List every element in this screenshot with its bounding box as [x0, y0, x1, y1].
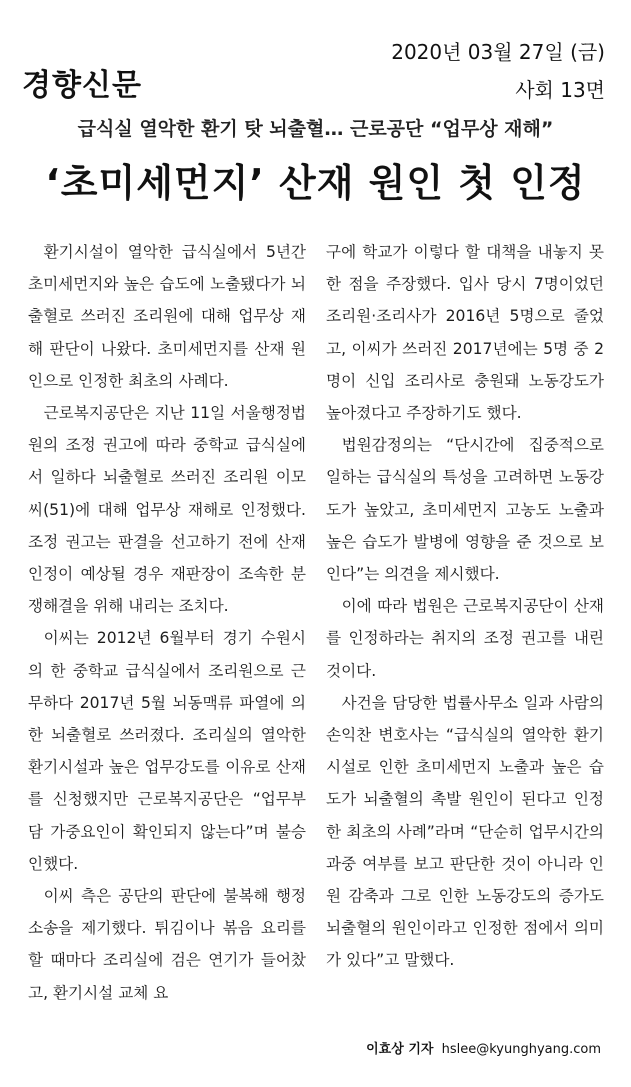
section-page: 사회 13면	[515, 78, 605, 102]
paragraph: 이씨 측은 공단의 판단에 불복해 행정소송을 제기했다. 튀김이나 볶음 요리를 할 때마다 조리실에 검은 연기가 들어찼고, 환기시설 교체 요	[28, 887, 306, 1002]
paragraph: 환기시설이 열악한 급식실에서 5년간 초미세먼지와 높은 습도에 노출됐다가 뇌출혈로 쓰러진 조리원에 대해 업무상 재해 판단이 나왔다. 초미세먼지를 산재 원인으로 인정한 최초의 사례다.	[28, 243, 306, 390]
article-subhead: 급식실 열악한 환기 탓 뇌출혈… 근로공단 “업무상 재해”	[77, 118, 554, 140]
column-divider	[312, 236, 313, 1026]
paragraph: 법원감정의는 “단시간에 집중적으로 일하는 급식실의 특성을 고려하면 노동강도가 높았고, 초미세먼지 고농도 노출과 높은 습도가 발병에 영향을 준 것으로 보인다”는 의견을 제시했다.	[326, 436, 604, 584]
reporter-name: 이효상 기자	[366, 1042, 434, 1057]
article-column-left	[28, 236, 306, 1009]
article-headline: ‘초미세먼지’ 산재 원인 첫 인정	[45, 161, 586, 205]
byline	[366, 1038, 601, 1057]
paragraph: 이씨는 2012년 6월부터 경기 수원시의 한 중학교 급식실에서 조리원으로 근무하다 2017년 5월 뇌동맥류 파열에 의한 뇌출혈로 쓰러졌다. 조리실의 열악한 환기시설과 높은 업무강도를 이유로 산재를 신청했지만 근로복지공단은 “업무부담 가중요인이 확인되지 않는다”며 불승인했다.	[28, 629, 306, 873]
paragraph: 근로복지공단은 지난 11일 서울행정법원의 조정 권고에 따라 중학교 급식실에서 일하다 뇌출혈로 쓰러진 조리원 이모씨(51)에 대해 업무상 재해로 인정했다. 조정 권고는 판결을 선고하기 전에 산재 인정이 예상될 경우 재판장이 조속한 분쟁해결을 위해 내리는 조치다.	[28, 404, 306, 616]
paragraph: 이에 따라 법원은 근로복지공단이 산재를 인정하라는 취지의 조정 권고를 내린 것이다.	[326, 597, 604, 680]
article-column-right	[326, 236, 604, 977]
reporter-email: hslee@kyunghyang.com	[441, 1042, 601, 1057]
paragraph: 사건을 담당한 법률사무소 일과 사람의 손익찬 변호사는 “급식실의 열악한 환기시설로 인한 초미세먼지 노출과 높은 습도가 뇌출혈의 촉발 원인이 된다고 인정한 최초의 사례”라며 “단순히 업무시간의 과중 여부를 보고 판단한 것이 아니라 인원 감축과 그로 인한 노동강도의 증가도 뇌출혈의 원인이라고 인정한 점에서 의미가 있다”고 말했다.	[326, 693, 604, 970]
newspaper-masthead: 경향신문	[22, 68, 142, 103]
publication-date: 2020년 03월 27일 (금)	[391, 40, 605, 64]
paragraph-continued: 구에 학교가 이렇다 할 대책을 내놓지 못한 점을 주장했다. 입사 당시 7명이었던 조리원·조리사가 2016년 5명으로 줄었고, 이씨가 쓰러진 2017년에는 5명 중 2명이 신입 조리사로 충원돼 노동강도가 높아졌다고 주장하기도 했다.	[326, 243, 604, 423]
